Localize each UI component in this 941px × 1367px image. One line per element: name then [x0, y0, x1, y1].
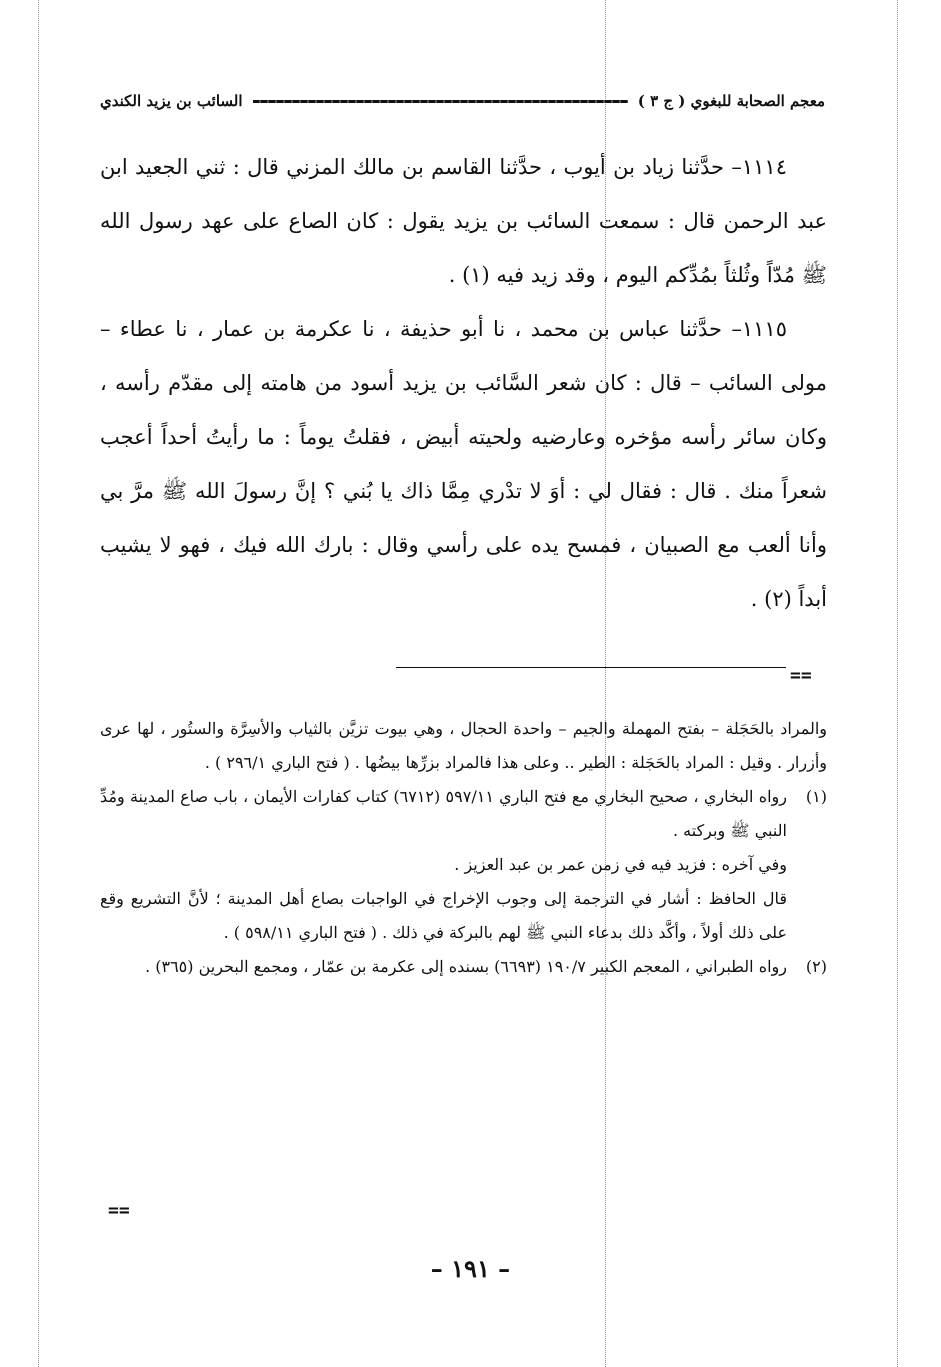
footnote-line: رواه الطبراني ، المعجم الكبير ١٩٠/٧ (٦٦٩٣) بسنده إلى عكرمة بن عمّار ، ومجمع البحرين (٣٦٥) . [145, 957, 787, 976]
footnote-continuation: والمراد بالحَجَلة – بفتح المهملة والجيم – واحدة الحجال ، وهي بيوت تزيَّن بالثياب والأسِرَّة والستُور ، لها عرى وأزرار . وقيل : المراد بالحَجَلة : الطير .. وعلى هذا فالمراد بزرِّها بيضُها . ( فتح الباري ٢٩٦/١ ) . [100, 719, 827, 772]
footnote-body [100, 780, 787, 950]
footnote-line: قال الحافظ : أشار في الترجمة إلى وجوب الإخراج في الواجبات بصاع أهل المدينة ؛ لأنَّ التشريع وقع على ذلك أولاً ، وأكَّد ذلك بدعاء النبي ﷺ لهم بالبركة في ذلك . ( فتح الباري ٥٩٨/١١ ) . [100, 889, 787, 942]
scan-artifact-line [38, 0, 40, 1367]
footnote-number: (١) [805, 787, 827, 806]
footnotes [100, 712, 827, 984]
book-title: معجم الصحابة للبغوي ( ج ٣ ) [637, 92, 825, 110]
hadith-1115: ١١١٥– حدَّثنا عباس بن محمد ، نا أبو حذيفة ، نا عكرمة بن عمار ، نا عطاء – مولى السائب – قال : كان شعر السَّائب بن يزيد أسود من هامته إلى مقدّم رأسه ، وكان سائر رأسه مؤخره وعارضيه ولحيته أبيض ، فقلتُ يوماً : ما رأيتُ أحداً أعجب شعراً منك . قال : فقال لي : أوَ لا تدْري مِمَّا ذاك يا بُني ؟ إنَّ رسولَ الله ﷺ مرَّ بي وأنا ألعب مع الصبيان ، فمسح يده على رأسي وقال : بارك الله فيك ، فهو لا يشيب أبداً (٢) . [100, 317, 827, 611]
main-text [100, 140, 827, 626]
chapter-title: السائب بن يزيد الكندي [100, 92, 243, 110]
footnote-separator-mark: == [790, 665, 812, 686]
footnote-separator-line [396, 667, 786, 668]
footnote-line: رواه البخاري ، صحيح البخاري مع فتح الباري ٥٩٧/١١ (٦٧١٢) كتاب كفارات الأيمان ، باب صاع المدينة ومُدِّ النبي ﷺ وبركته . [100, 787, 787, 840]
hadith-1114: ١١١٤– حدَّثنا زياد بن أيوب ، حدَّثنا القاسم بن مالك المزني قال : ثني الجعيد ابن عبد الرحمن قال : سمعت السائب بن يزيد يقول : كان الصاع على عهد رسول الله ﷺ مُدّاً وثُلثاً بمُدِّكم اليوم ، وقد زيد فيه (١) . [100, 155, 827, 287]
footnote-2 [100, 950, 827, 984]
scan-artifact-line [897, 0, 899, 1367]
running-header [100, 86, 825, 116]
footnote-number: (٢) [805, 957, 827, 976]
footnote-1 [100, 780, 827, 950]
header-rule [253, 100, 628, 103]
footnote-line: وفي آخره : فزيد فيه في زمن عمر بن عبد العزيز . [454, 855, 787, 874]
footnote-body [100, 950, 787, 984]
page-number: – ١٩١ – [430, 1254, 511, 1283]
footnote-end-mark: == [108, 1200, 130, 1221]
